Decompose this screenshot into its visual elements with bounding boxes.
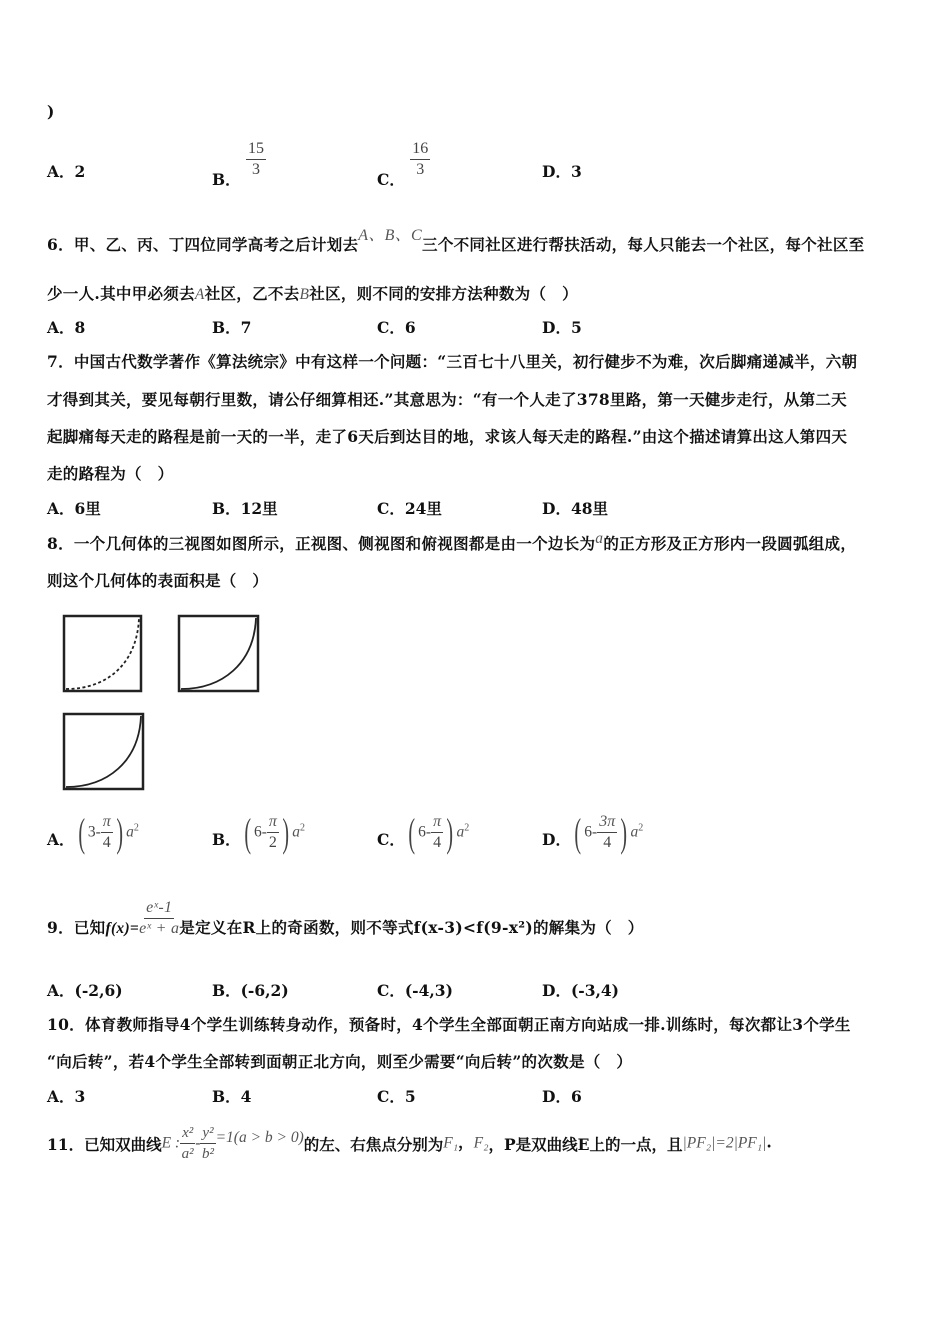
q8-line-2: 则这个几何体的表面积是（ ） — [47, 571, 269, 590]
q6-option-d[interactable]: D．5 — [542, 318, 582, 337]
side-view-arc — [181, 618, 256, 689]
q5-option-c-fraction: $\frac{16}{3}$ — [412, 140, 429, 178]
q9-option-a[interactable]: A．(-2,6) — [47, 981, 123, 1000]
q9-fraction: $\frac{\text{eˣ-1}}{\text{eˣ + a}}$ — [139, 899, 180, 937]
q10-line-1: 10．体育教师指导4个学生训练转身动作，预备时，4个学生全部面朝正南方向站成一排.训练时，每次都让3个学生 — [47, 1015, 851, 1034]
top-view-figure — [62, 712, 146, 792]
q9-option-c[interactable]: C．(-4,3) — [377, 981, 453, 1000]
side-view-figure — [177, 614, 261, 694]
q7-option-b[interactable]: B．12里 — [212, 499, 278, 518]
front-view-dashed-arc — [66, 618, 139, 689]
q6-option-c[interactable]: C．6 — [377, 318, 416, 337]
q11-line-1: 11．已知双曲线E : $\frac{\text{x²}}{\text{a²}}$ - $\frac{\text{y²}}{\text{b²}}$ =1(a > b > 0)的左、右焦点分别为F₁，F₂，P是双曲线E上的一点，且|PF₂|=2|PF₁|. — [47, 1125, 772, 1162]
front-view-square — [64, 616, 141, 691]
q10-line-2: “向后转”，若4个学生全部转到面朝正北方向，则至少需要“向后转”的次数是（ ） — [47, 1052, 633, 1071]
front-view-figure — [62, 614, 144, 694]
q8-option-b[interactable]: B．( 6- $\frac{\pi}{2}$ ) $a^2$ — [212, 809, 305, 855]
q6-line-1: 6．甲、乙、丙、丁四位同学高考之后计划去A、B、C三个不同社区进行帮扶活动，每人只能去一个社区，每个社区至 — [47, 227, 865, 254]
q10-option-d[interactable]: D．6 — [542, 1087, 582, 1106]
q5-option-a[interactable]: A．2 — [47, 162, 86, 181]
q10-option-b[interactable]: B．4 — [212, 1087, 252, 1106]
q7-line-4: 走的路程为（ ） — [47, 464, 174, 483]
q7-line-1: 7．中国古代数学著作《算法统宗》中有这样一个问题：“三百七十八里关，初行健步不为难，次后脚痛递减半，六朝 — [47, 352, 858, 371]
q5-option-b[interactable]: B． $\frac{15}{3}$ — [212, 140, 265, 189]
q7-option-d[interactable]: D．48里 — [542, 499, 609, 518]
q8-option-d[interactable]: D．( 6- $\frac{3\pi}{4}$ ) $a^2$ — [542, 809, 644, 855]
q5-option-b-fraction: $\frac{15}{3}$ — [248, 140, 265, 178]
continuation-paren: ) — [47, 102, 55, 121]
q8-option-c[interactable]: C．( 6- $\frac{\pi}{4}$ ) $a^2$ — [377, 809, 470, 855]
q7-line-3: 起脚痛每天走的路程是前一天的一半，走了6天后到达目的地，求该人每天走的路程.”由这个描述请算出这人第四天 — [47, 427, 848, 446]
q5-option-d[interactable]: D．3 — [542, 162, 582, 181]
q7-line-2: 才得到其关，要见每朝行里数，请公仔细算相还.”其意思为：“有一个人走了378里路，第一天健步走行，从第二天 — [47, 390, 847, 409]
q10-option-a[interactable]: A．3 — [47, 1087, 86, 1106]
q6-option-b[interactable]: B．7 — [212, 318, 252, 337]
q9-option-d[interactable]: D．(-3,4) — [542, 981, 620, 1000]
q5-option-c[interactable]: C． $\frac{16}{3}$ — [377, 140, 429, 189]
q9-option-b[interactable]: B．(-6,2) — [212, 981, 289, 1000]
q10-option-c[interactable]: C．5 — [377, 1087, 416, 1106]
q6-option-a[interactable]: A．8 — [47, 318, 86, 337]
q7-option-a[interactable]: A．6里 — [47, 499, 101, 518]
q8-option-a[interactable]: A．( 3- $\frac{\pi}{4}$ ) $a^2$ — [47, 809, 139, 855]
q6-line-2: 少一人.其中甲必须去A社区，乙不去B社区，则不同的安排方法种数为（ ） — [47, 284, 578, 303]
top-view-arc — [66, 716, 141, 787]
q8-line-1: 8．一个几何体的三视图如图所示，正视图、侧视图和俯视图都是由一个边长为a的正方形及正方形内一段圆弧组成， — [47, 530, 857, 553]
q9-line-1: 9．已知f(x)= $\frac{\text{eˣ-1}}{\text{eˣ + a}}$ 是定义在R上的奇函数，则不等式f(x-3)<f(9-x²)的解集为（ ） — [47, 899, 644, 937]
q7-option-c[interactable]: C．24里 — [377, 499, 442, 518]
